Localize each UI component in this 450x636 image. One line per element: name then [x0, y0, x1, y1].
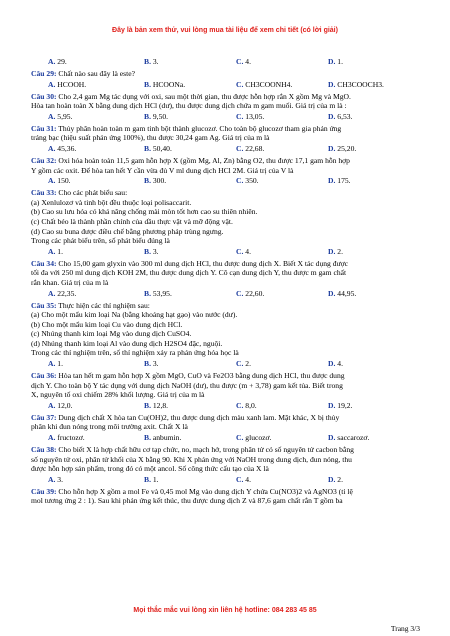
question-29 — [31, 69, 423, 79]
option-text: 4. — [243, 57, 251, 66]
option-text: 6,53. — [335, 111, 353, 121]
answer-options-prev — [31, 56, 423, 69]
question-text-line: rắn khan. Giá trị của m là — [31, 277, 109, 287]
question-text: Cho các phát biểu sau: — [56, 188, 128, 198]
question-number: Câu 29: — [31, 69, 57, 78]
statement-d: (d) Cao su buna được điều chế bằng phương pháp trùng ngưng. — [31, 226, 224, 236]
option-label: A. — [48, 433, 56, 443]
option-label: D. — [328, 176, 336, 186]
option-text: 25,20. — [335, 143, 357, 153]
question-text-line: X, nguyên tố oxi chiếm 28% khối lượng. Giá trị của m là — [31, 390, 205, 400]
option-text: 1. — [150, 474, 159, 484]
question-text: Cho 15,00 gam glyxin vào 300 ml dung dịch HCl, thu được dung dịch X. Biết X tác dụng được — [56, 258, 349, 268]
option-label: A. — [48, 79, 56, 89]
option-text: CH3COOCH3. — [335, 79, 384, 89]
option-text: 2. — [335, 246, 343, 256]
option-label: C. — [236, 79, 244, 89]
statement-a: (a) Xenlulozơ và tinh bột đều thuộc loại polisaccarit. — [31, 197, 192, 207]
option-label: B. — [144, 176, 151, 186]
option-label: B. — [144, 143, 151, 153]
option-label: A. — [48, 474, 56, 484]
option-text: CH3COONH4. — [243, 79, 293, 89]
option-text: 29. — [55, 57, 67, 66]
question-number: Câu 31: — [31, 123, 57, 133]
page-number: Trang 3/3 — [390, 624, 420, 633]
option-text: 3. — [150, 359, 159, 369]
answer-options-38 — [31, 474, 423, 487]
option-text: 5,95. — [55, 111, 73, 121]
option-text: 2. — [243, 359, 251, 369]
experiment-a: (a) Cho một mẩu kim loại Na (bằng khoảng hạt gạo) vào nước (dư). — [31, 310, 238, 320]
option-label: A. — [48, 288, 56, 298]
question-31 — [31, 124, 423, 134]
option-label: B. — [144, 79, 151, 89]
option-label: D. — [328, 79, 336, 89]
option-label: D. — [328, 57, 336, 66]
option-text: 12,0. — [55, 400, 73, 410]
statement-c: (c) Chất béo là thành phần chính của dầu thực vật và mỡ động vật. — [31, 216, 233, 226]
question-prompt: Trong các thí nghiệm trên, số thí nghiệm xảy ra phản ứng hóa học là — [31, 348, 239, 358]
question-32 — [31, 156, 423, 166]
question-text-line: được hỗn hợp sản phẩm, trong đó có một ancol. Số công thức cấu tạo của X là — [31, 464, 269, 474]
question-30 — [31, 92, 423, 102]
question-37 — [31, 413, 423, 423]
answer-options-31 — [31, 143, 423, 156]
option-label: B. — [144, 246, 151, 256]
hotline-notice-banner: Mọi thắc mắc vui lòng xin liên hệ hotline: 084 283 45 85 — [133, 607, 317, 614]
option-label: D. — [328, 359, 336, 369]
option-label: D. — [328, 111, 336, 121]
option-text: 12,8. — [150, 400, 169, 410]
question-text-line: Y gồm các oxit. Để hòa tan hết Y cần vừa đủ V ml dung dịch HCl 2M. Giá trị của V là — [31, 165, 294, 175]
question-text-line: tối đa với 250 ml dung dịch KOH 2M, thu được dung dịch Y. Cô cạn dung dịch Y, thu được m gam chất — [31, 268, 347, 278]
statement-b: (b) Cao su lưu hóa có khả năng chống mài mòn tốt hơn cao su thiên nhiên. — [31, 207, 258, 217]
question-text: Hòa tan hết m gam hỗn hợp X gồm MgO, CuO và Fe2O3 bằng dung dịch HCl, thu được dung — [56, 371, 345, 381]
option-text: 1. — [55, 359, 63, 369]
option-text: 350. — [243, 176, 259, 186]
option-text: anbumin. — [150, 433, 182, 443]
option-text: 3. — [150, 246, 159, 256]
question-38 — [31, 445, 423, 455]
question-text-line: phân khi đun nóng trong môi trường axit. Chất X là — [31, 422, 188, 432]
option-label: A. — [48, 57, 56, 66]
option-label: C. — [236, 288, 244, 298]
option-text: HCOONa. — [150, 79, 186, 89]
option-text: 22,35. — [55, 288, 77, 298]
option-text: 50,40. — [150, 143, 172, 153]
question-text-line: số nguyên tử oxi, phân tử khối của X bằng 90. Khi X phản ứng với NaOH trong dung dịch, đun nóng, thu — [31, 454, 352, 464]
question-number: Câu 37: — [31, 412, 57, 422]
question-number: Câu 39: — [31, 486, 57, 496]
option-label: B. — [144, 288, 151, 298]
option-text: 9,50. — [150, 111, 169, 121]
option-label: C. — [236, 474, 244, 484]
question-number: Câu 35: — [31, 300, 57, 310]
question-35 — [31, 301, 423, 311]
option-text: 19,2. — [335, 400, 353, 410]
question-36 — [31, 371, 423, 381]
option-text: 53,95. — [150, 288, 172, 298]
option-label: B. — [144, 400, 151, 410]
option-text: 175. — [335, 176, 351, 186]
option-label: B. — [144, 111, 151, 121]
question-text: Chất nào sau đây là este? — [56, 69, 135, 78]
option-label: D. — [328, 474, 336, 484]
question-text: Cho 2,4 gam Mg tác dụng với oxi, sau một thời gian, thu được hỗn hợp rắn X gồm Mg và MgO. — [56, 91, 351, 101]
experiment-d: (d) Nhúng thanh kim loại Al vào dung dịch H2SO4 đặc, nguội. — [31, 338, 223, 348]
option-label: C. — [236, 176, 244, 186]
question-number: Câu 32: — [31, 155, 57, 165]
question-39 — [31, 487, 423, 497]
question-number: Câu 38: — [31, 445, 57, 455]
option-text: 2. — [335, 474, 343, 484]
option-label: C. — [236, 359, 244, 369]
exam-content — [31, 56, 423, 506]
question-prompt: Trong các phát biểu trên, số phát biểu đúng là — [31, 236, 170, 246]
option-text: 45,36. — [55, 143, 77, 153]
option-text: 150. — [55, 176, 71, 186]
option-label: A. — [48, 246, 56, 256]
question-number: Câu 36: — [31, 371, 57, 381]
option-text: 3. — [150, 57, 159, 66]
question-33 — [31, 188, 423, 198]
question-text-line: mol tương ứng 2 : 1). Sau khi phản ứng kết thúc, thu được dung dịch Z và 87,6 gam chất rắn T gồm ba — [31, 496, 343, 506]
option-label: C. — [236, 57, 244, 66]
experiment-b: (b) Cho một mẩu kim loại Cu vào dung dịch HCl. — [31, 319, 183, 329]
option-text: glucozơ. — [243, 433, 272, 443]
option-label: C. — [236, 433, 244, 443]
option-text: HCOOH. — [55, 79, 87, 89]
question-number: Câu 34: — [31, 258, 57, 268]
option-label: A. — [48, 400, 56, 410]
question-text: Thực hiện các thí nghiệm sau: — [56, 300, 150, 310]
option-label: A. — [48, 143, 56, 153]
question-text: Dung dịch chất X hòa tan Cu(OH)2, thu được dung dịch màu xanh lam. Mặt khác, X bị thủy — [56, 412, 340, 422]
option-label: D. — [328, 400, 336, 410]
option-text: 22,60. — [243, 288, 265, 298]
option-text: 22,68. — [243, 143, 265, 153]
option-label: B. — [144, 433, 151, 443]
option-text: 4. — [243, 474, 251, 484]
option-text: saccarozơ. — [335, 433, 370, 443]
question-text: Cho hỗn hợp X gồm a mol Fe và 0,45 mol Mg vào dung dịch Y chứa Cu(NO3)2 và AgNO3 (tỉ lệ — [56, 486, 353, 496]
option-text: 1. — [55, 246, 63, 256]
option-text: 300. — [150, 176, 167, 186]
question-text: Oxi hóa hoàn toàn 11,5 gam hỗn hợp X (gồm Mg, Al, Zn) bằng O2, thu được 17,1 gam hỗn hợp — [56, 155, 350, 165]
option-label: D. — [328, 288, 336, 298]
option-label: D. — [328, 433, 336, 443]
answer-options-35 — [31, 358, 423, 371]
answer-options-29 — [31, 79, 423, 92]
preview-notice-banner: Đây là bản xem thử, vui lòng mua tài liệu để xem chi tiết (có lời giải) — [112, 27, 338, 34]
answer-options-36 — [31, 400, 423, 413]
option-label: B. — [144, 474, 151, 484]
option-label: A. — [48, 111, 56, 121]
option-text: 3. — [55, 474, 63, 484]
question-text: Thủy phân hoàn toàn m gam tinh bột thành glucozơ. Cho toàn bộ glucozơ tham gia phản ứng — [56, 123, 342, 133]
question-text-line: dịch Y. Cho toàn bộ Y tác dụng với dung dịch NaOH (dư), thu được (m + 3,78) gam kết tủa. Biết trong — [31, 380, 343, 390]
option-label: A. — [48, 176, 56, 186]
answer-options-37 — [31, 432, 423, 445]
option-label: C. — [236, 246, 244, 256]
question-number: Câu 33: — [31, 188, 57, 198]
option-text: 4. — [335, 359, 343, 369]
option-label: D. — [328, 246, 336, 256]
option-text: 44,95. — [335, 288, 357, 298]
option-text: 1. — [335, 57, 343, 66]
option-label: B. — [144, 57, 151, 66]
option-text: 8,0. — [243, 400, 257, 410]
experiment-c: (c) Nhúng thanh kim loại Mg vào dung dịch CuSO4. — [31, 329, 192, 339]
answer-options-30 — [31, 111, 423, 124]
option-label: C. — [236, 400, 244, 410]
option-text: fructozơ. — [55, 433, 85, 443]
question-number: Câu 30: — [31, 91, 57, 101]
answer-options-32 — [31, 175, 423, 188]
option-text: 4. — [243, 246, 251, 256]
question-text-line: tráng bạc (hiệu suất phản ứng 100%), thu được 30,24 gam Ag. Giá trị của m là — [31, 133, 270, 143]
question-34 — [31, 259, 423, 269]
answer-options-34 — [31, 288, 423, 301]
option-label: C. — [236, 143, 244, 153]
option-label: C. — [236, 111, 244, 121]
option-text: 13,05. — [243, 111, 265, 121]
answer-options-33 — [31, 246, 423, 259]
question-text-line: Hòa tan hoàn toàn X bằng dung dịch HCl (dư), thu được dung dịch chứa m gam muối. Giá trị của m là : — [31, 101, 347, 111]
question-text: Cho biết X là hợp chất hữu cơ tạp chức, no, mạch hở, trong phân tử có số nguyên tử cacbon bằng — [56, 445, 354, 455]
option-label: B. — [144, 359, 151, 369]
option-label: A. — [48, 359, 56, 369]
option-label: D. — [328, 143, 336, 153]
